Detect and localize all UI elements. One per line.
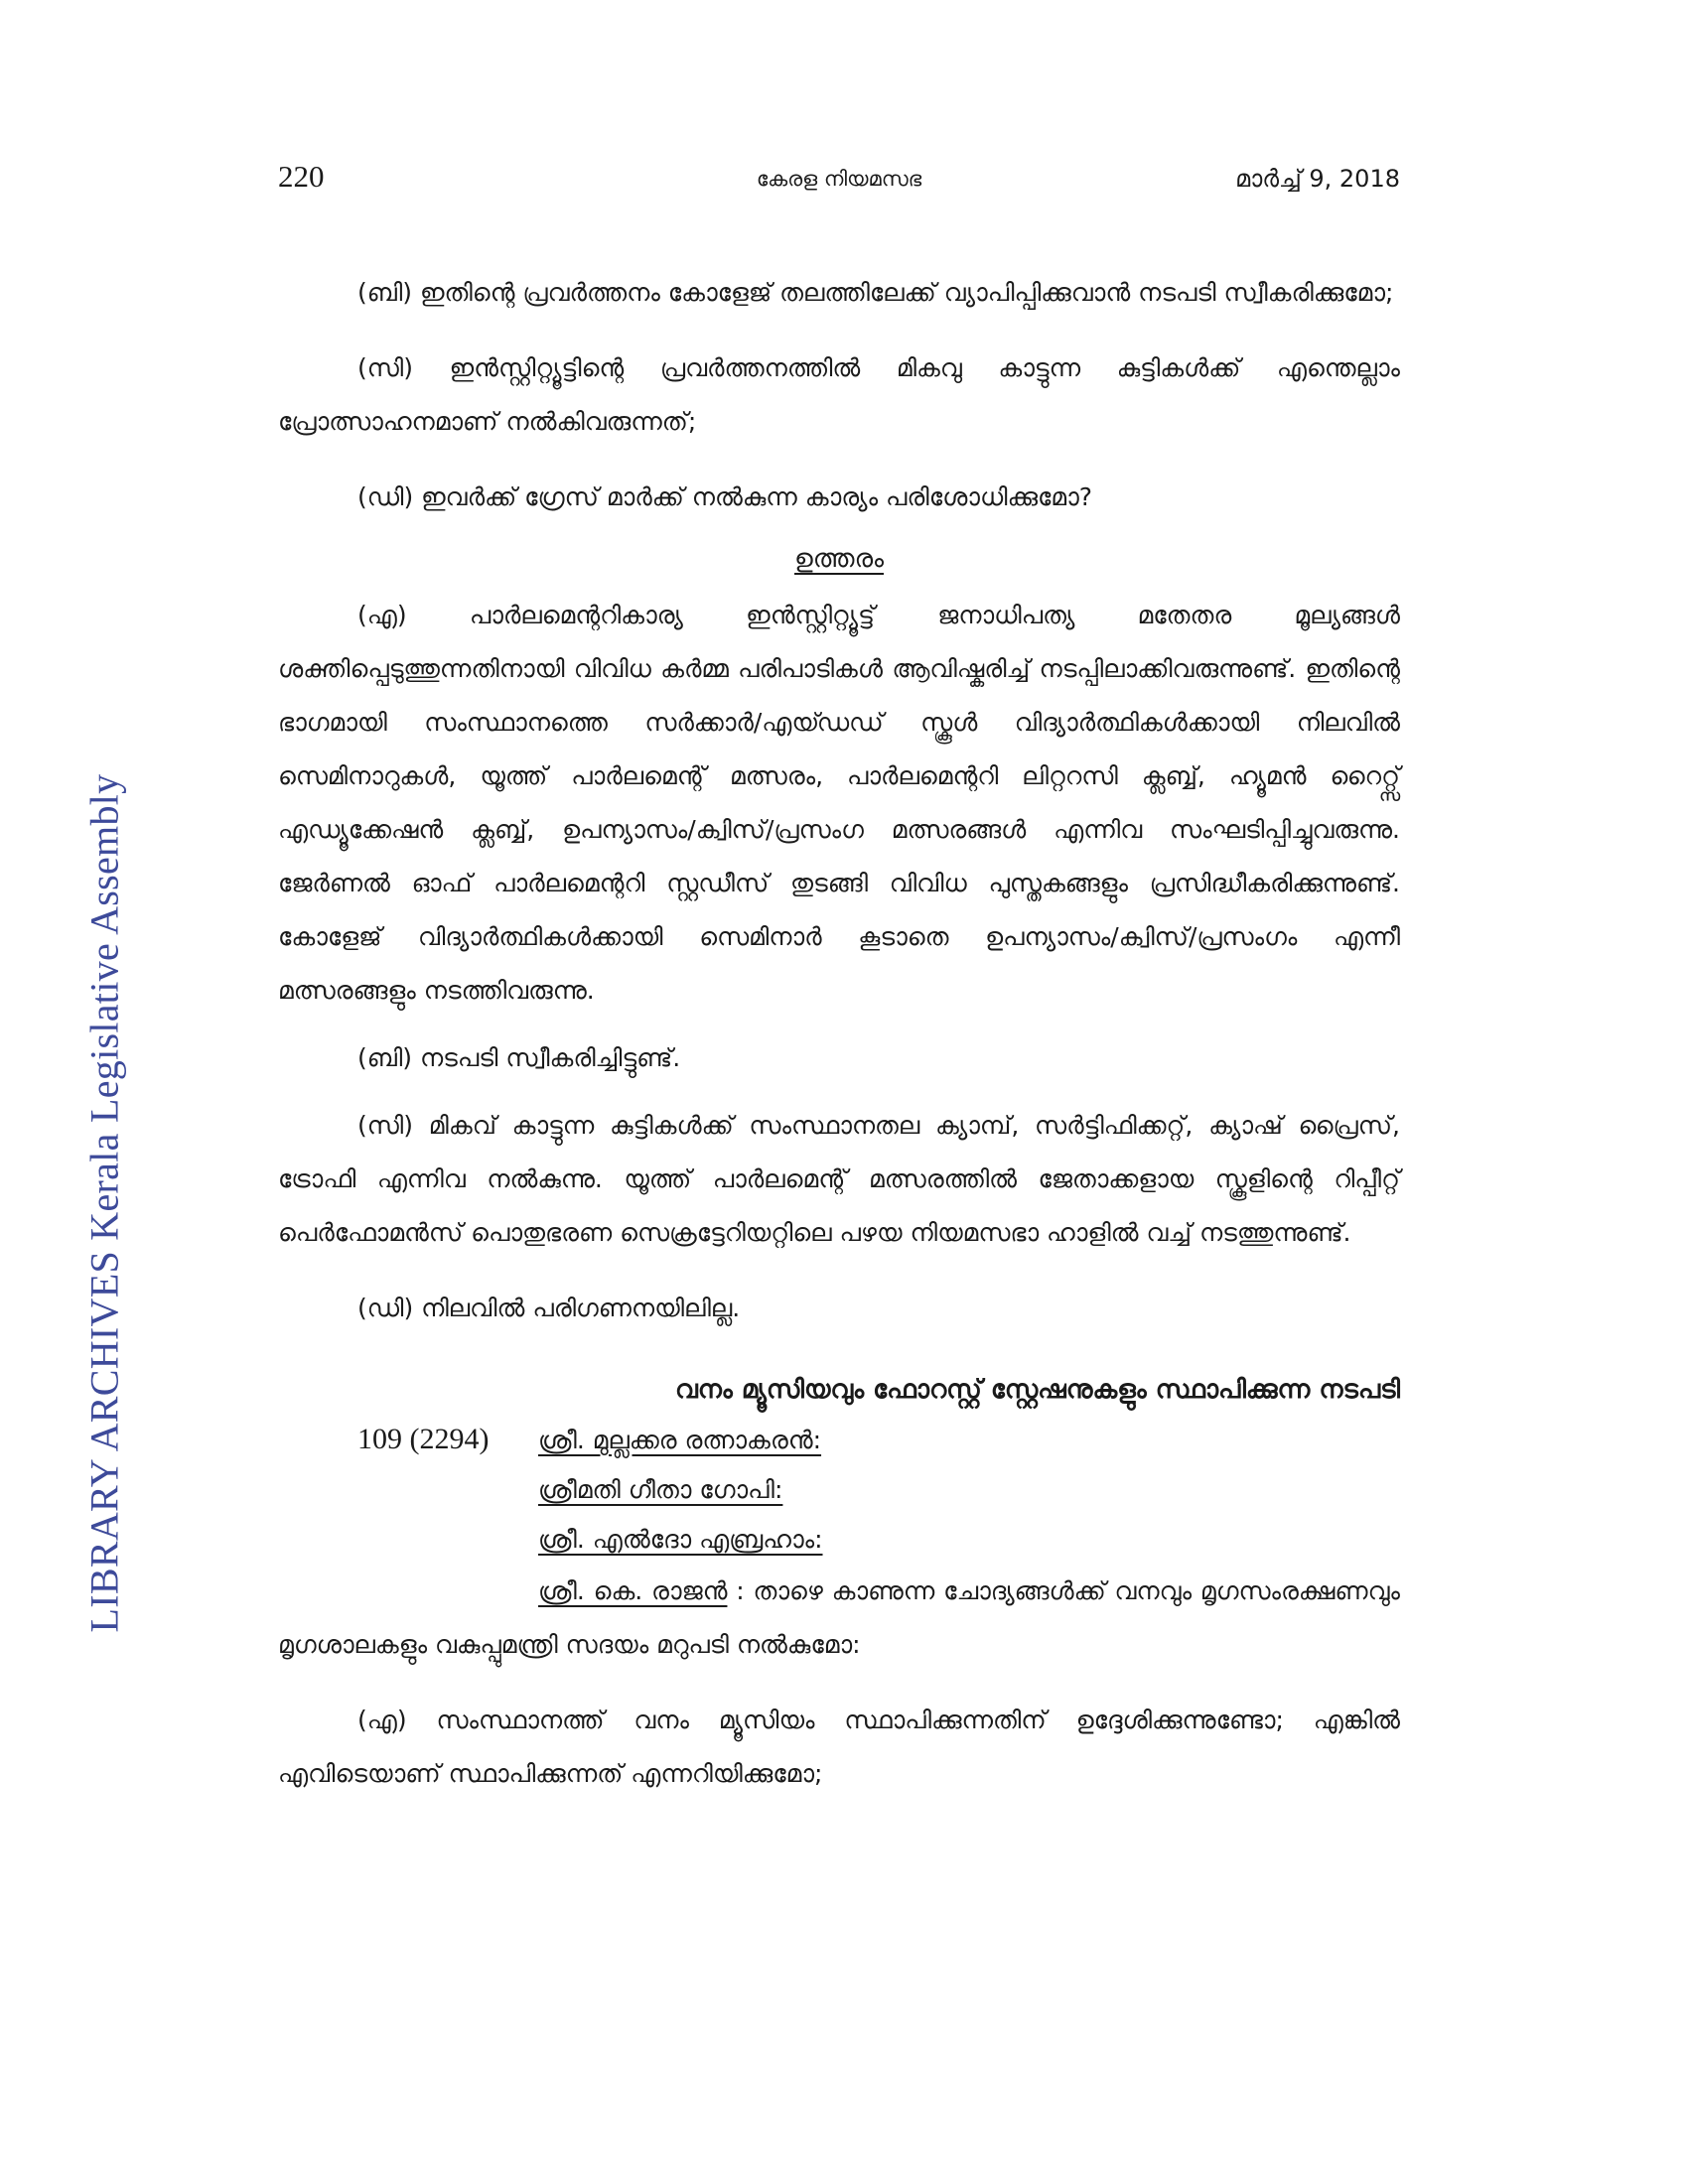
page-header: [278, 159, 1400, 208]
header-date: മാർച്ച് 9, 2018: [1235, 165, 1400, 193]
question-d: (ഡി) ഇവർക്ക് ഗ്രേസ് മാർക്ക് നൽകുന്ന കാര്യം പരിശോധിക്കുമോ?: [357, 482, 1092, 511]
archive-watermark: LIBRARY ARCHIVES Kerala Legislative Assembly: [81, 773, 127, 1633]
member-line-3: [278, 1515, 1400, 1565]
running-title: കേരള നിയമസഭ: [756, 167, 922, 191]
question-number: 109 (2294): [357, 1423, 490, 1455]
member-name-3: ശ്രീ. എൽദോ എബ്രഹാം:: [538, 1525, 823, 1554]
page-number: 220: [278, 159, 325, 194]
answer-a: (എ) പാർലമെന്ററികാര്യ ഇൻസ്റ്റിറ്റ്യൂട്ട് ജനാധിപത്യ മതേതര മൂല്യങ്ങൾ ശക്തിപ്പെടുത്തുന്നതിനായി വിവിധ കർമ്മ പരിപാടികൾ ആവിഷ്കരിച്ച് നടപ്പിലാക്കിവരുന്നുണ്ട്. ഇതിന്റെ ഭാഗമായി സംസ്ഥാനത്തെ സർക്കാർ/എയ്ഡഡ് സ്കൂൾ വിദ്യാർത്ഥികൾക്കായി നിലവിൽ സെമിനാറുകൾ, യൂത്ത് പാർലമെന്റ് മത്സരം, പാർലമെന്ററി ലിറ്ററസി ക്ലബ്ബ്, ഹ്യൂമൻ റൈറ്റ്സ് എഡ്യൂക്കേഷൻ ക്ലബ്ബ്, ഉപന്യാസം/ക്വിസ്/പ്രസംഗ മത്സരങ്ങൾ എന്നിവ സംഘടിപ്പിച്ചുവരുന്നു. ജേർണൽ ഓഫ് പാർലമെന്ററി സ്റ്റഡീസ് തുടങ്ങി വിവിധ പുസ്തകങ്ങളും പ്രസിദ്ധീകരിക്കുന്നുണ്ട്. കോളേജ് വിദ്യാർത്ഥികൾക്കായി സെമിനാർ കൂടാതെ ഉപന്യാസം/ക്വിസ്/പ്രസംഗം എന്നീ മത്സരങ്ങളും നടത്തിവരുന്നു.: [278, 601, 1400, 1005]
next-question-a: (എ) സംസ്ഥാനത്ത് വനം മ്യൂസിയം സ്ഥാപിക്കുന്നതിന് ഉദ്ദേശിക്കുന്നുണ്ടോ; എങ്കിൽ എവിടെയാണ് സ്ഥാപിക്കുന്നത് എന്നറിയിക്കുമോ;: [278, 1706, 1400, 1788]
answer-c: (സി) മികവ് കാട്ടുന്ന കുട്ടികൾക്ക് സംസ്ഥാനതല ക്യാമ്പ്, സർട്ടിഫിക്കറ്റ്, ക്യാഷ് പ്രൈസ്, ട്രോഫി എന്നിവ നൽകുന്നു. യൂത്ത് പാർലമെന്റ് മത്സരത്തിൽ ജേതാക്കളായ സ്കൂളിന്റെ റിപ്പീറ്റ് പെർഫോമൻസ് പൊതുഭരണ സെക്രട്ടേറിയറ്റിലെ പഴയ നിയമസഭാ ഹാളിൽ വച്ച് നടത്തുന്നുണ്ട്.: [278, 1111, 1400, 1247]
page-body: [278, 266, 1400, 1801]
question-intro-text: : താഴെ കാണുന്ന ചോദ്യങ്ങൾക്ക് വനവും മൃഗസംരക്ഷണവും മൃഗശാലകളും വകുപ്പുമന്ത്രി സദയം മറുപടി നൽകുമോ:: [278, 1576, 1400, 1659]
next-question-title: വനം മ്യൂസിയവും ഫോറസ്റ്റ് സ്റ്റേഷനുകളും സ്ഥാപിക്കുന്ന നടപടി: [674, 1375, 1400, 1405]
question-intro: [278, 1565, 1400, 1672]
member-name-1: ശ്രീ. മുല്ലക്കര രത്നാകരൻ:: [538, 1426, 822, 1454]
question-b: (ബി) ഇതിന്റെ പ്രവർത്തനം കോളേജ് തലത്തിലേക്ക് വ്യാപിപ്പിക്കുവാൻ നടപടി സ്വീകരിക്കുമോ;: [357, 278, 1394, 307]
member-name-4: ശ്രീ. കെ. രാജൻ: [538, 1576, 728, 1605]
answer-d: (ഡി) നിലവിൽ പരിഗണനയിലില്ല.: [357, 1294, 741, 1322]
answer-b: (ബി) നടപടി സ്വീകരിച്ചിട്ടുണ്ട്.: [357, 1043, 681, 1072]
member-line-2: [278, 1465, 1400, 1515]
answer-heading: ഉത്തരം: [794, 544, 884, 574]
question-number-line: [278, 1415, 1400, 1465]
question-c: (സി) ഇൻസ്റ്റിറ്റ്യൂട്ടിന്റെ പ്രവർത്തനത്തിൽ മികവു കാട്ടുന്ന കുട്ടികൾക്ക് എന്തെല്ലാം പ്രോത്സാഹനമാണ് നൽകിവരുന്നത്;: [278, 353, 1400, 436]
member-name-2: ശ്രീമതി ഗീതാ ഗോപി:: [538, 1475, 783, 1504]
